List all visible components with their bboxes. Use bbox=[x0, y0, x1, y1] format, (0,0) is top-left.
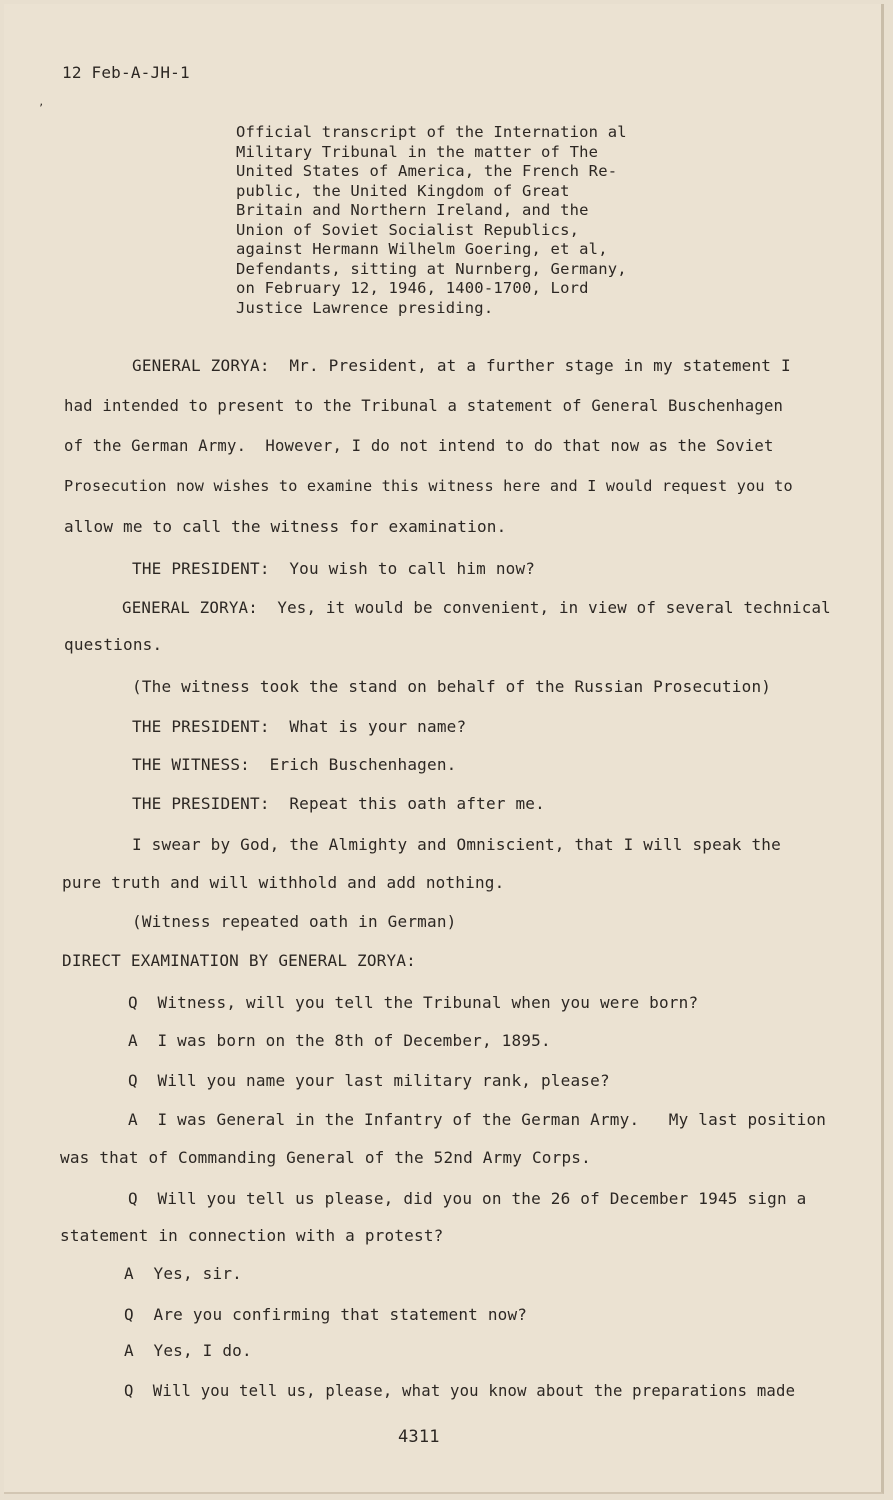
transcript-header: Official transcript of the Internation al Military Tribunal in the matter of The United States of America, the French Re- public, the United Kingdom of Great Britain and Northern Ireland, and the Union of Soviet Socialist Republics, against Hermann Wilhelm Goering, et al, Defendants, sitting at Nurnberg, Germany, on February 12, 1946, 1400-1700, Lord Justice Lawrence presiding. bbox=[236, 123, 627, 317]
body-line: GENERAL ZORYA: Mr. President, at a further stage in my statement I bbox=[132, 356, 791, 375]
question-line: Q Will you tell us please, did you on the 26 of December 1945 sign a bbox=[128, 1189, 807, 1208]
question-line: Q Are you confirming that statement now? bbox=[124, 1305, 528, 1324]
body-line: of the German Army. However, I do not intend to do that now as the Soviet bbox=[64, 437, 774, 455]
speaker-line: THE PRESIDENT: What is your name? bbox=[132, 717, 467, 736]
speaker-line: THE PRESIDENT: You wish to call him now? bbox=[132, 559, 536, 578]
body-line: questions. bbox=[64, 635, 163, 654]
oath-line: pure truth and will withhold and add nothing. bbox=[62, 873, 505, 892]
speaker-line: THE PRESIDENT: Repeat this oath after me. bbox=[132, 794, 545, 813]
answer-line: A I was General in the Infantry of the German Army. My last position bbox=[128, 1110, 827, 1129]
body-line: had intended to present to the Tribunal a statement of General Buschenhagen bbox=[64, 397, 784, 415]
page-number: 4311 bbox=[398, 1427, 440, 1447]
speaker-line: GENERAL ZORYA: Yes, it would be convenient, in view of several technical bbox=[122, 598, 831, 617]
oath-line: I swear by God, the Almighty and Omniscient, that I will speak the bbox=[132, 835, 781, 854]
question-line: statement in connection with a protest? bbox=[60, 1226, 444, 1245]
question-line: Q Will you tell us, please, what you know about the preparations made bbox=[124, 1382, 796, 1400]
answer-line: was that of Commanding General of the 52nd Army Corps. bbox=[60, 1148, 591, 1167]
stage-direction: (Witness repeated oath in German) bbox=[132, 912, 457, 931]
stage-direction: (The witness took the stand on behalf of the Russian Prosecution) bbox=[132, 677, 772, 696]
body-line: Prosecution now wishes to examine this witness here and I would request you to bbox=[64, 477, 793, 495]
speaker-line: THE WITNESS: Erich Buschenhagen. bbox=[132, 755, 457, 774]
question-line: Q Witness, will you tell the Tribunal when you were born? bbox=[128, 993, 699, 1012]
body-line: allow me to call the witness for examination. bbox=[64, 517, 507, 536]
answer-line: A Yes, sir. bbox=[124, 1264, 242, 1283]
margin-mark: ʼ bbox=[38, 103, 45, 114]
question-line: Q Will you name your last military rank, please? bbox=[128, 1071, 610, 1090]
answer-line: A Yes, I do. bbox=[124, 1341, 252, 1360]
answer-line: A I was born on the 8th of December, 1895. bbox=[128, 1031, 551, 1050]
page-reference: 12 Feb-A-JH-1 bbox=[62, 63, 190, 82]
section-heading: DIRECT EXAMINATION BY GENERAL ZORYA: bbox=[62, 951, 416, 970]
